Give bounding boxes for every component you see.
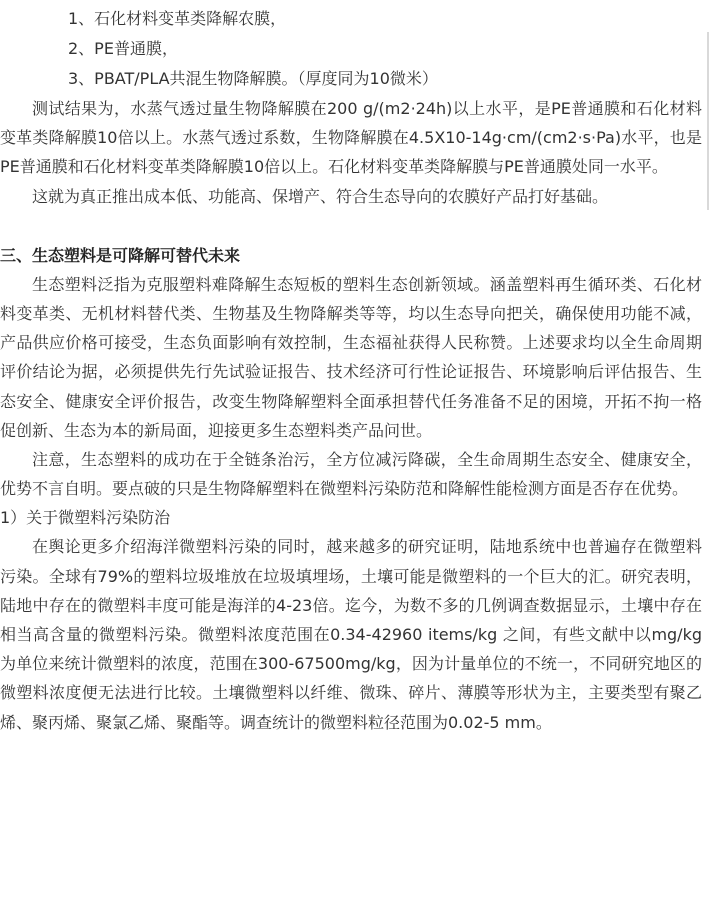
paragraph-eco-plastics: 生态塑料泛指为克服塑料难降解生态短板的塑料生态创新领域。涵盖塑料再生循环类、石化材料变革类、无机材料替代类、生物基及生物降解类等等，均以生态导向把关，确保使用功能不减，产品供应价格可接受，生态负面影响有效控制，生态福祉获得人民称赞。上述要求均以全生命周期评价结论为据，必须提供先行先试验证报告、技术经济可行性论证报告、环境影响后评估报告、生态安全、健康安全评价报告，改变生物降解塑料全面承担替代任务准备不足的困境，开拓不拘一格促创新、生态为本的新局面，迎接更多生态塑料类产品问世。: [0, 274, 702, 440]
paragraph-note: 注意，生态塑料的成功在于全链条治污，全方位减污降碳，全生命周期生态安全、健康安全，优势不言自明。要点破的只是生物降解塑料在微塑料污染防范和降解性能检测方面是否存在优势。: [0, 450, 702, 499]
paragraph-foundation: 这就为真正推出成本低、功能高、保增产、符合生态导向的农膜好产品打好基础。: [32, 186, 609, 206]
paragraph-microplastics: 在舆论更多介绍海洋微塑料污染的同时，越来越多的研究证明，陆地系统中也普遍存在微塑料污染。全球有79%的塑料垃圾堆放在垃圾填埋场，土壤可能是微塑料的一个巨大的汇。研究表明，陆地中存在的微塑料丰度可能是海洋的4-23倍。迄今，为数不多的几例调查数据显示，土壤中存在相当高含量的微塑料污染。微塑料浓度范围在0.34-42960 items/kg 之间，有些文献中以mg/kg为单位来统计微塑料的浓度，范围在300-67500mg/kg，因为计量单位的不统一，不同研究地区的微塑料浓度便无法进行比较。土壤微塑料以纤维、微珠、碎片、薄膜等形状为主，主要类型有聚乙烯、聚丙烯、聚氯乙烯、聚酯等。调查统计的微塑料粒径范围为0.02-5 mm。: [0, 537, 702, 732]
list-item: 1、石化材料变革类降解农膜，: [68, 9, 287, 28]
sample-list: [0, 4, 704, 94]
right-edge-divider: [707, 32, 709, 210]
section-heading: 三、生态塑料是可降解可替代未来: [0, 245, 241, 265]
list-item: 2、PE普通膜，: [68, 39, 178, 58]
paragraph-test-results: 测试结果为，水蒸气透过量生物降解膜在200 g/(m2·24h)以上水平，是PE普通膜和石化材料变革类降解膜10倍以上。水蒸气透过系数，生物降解膜在4.5X10-14g·cm/(cm2·s·Pa)水平，也是PE普通膜和石化材料变革类降解膜10倍以上。石化材料变革类降解膜与PE普通膜处同一水平。: [0, 99, 702, 177]
sub-heading: 1）关于微塑料污染防治: [0, 508, 171, 528]
section-spacer: [0, 211, 704, 241]
list-item: 3、PBAT/PLA共混生物降解膜。（厚度同为10微米）: [68, 69, 438, 88]
